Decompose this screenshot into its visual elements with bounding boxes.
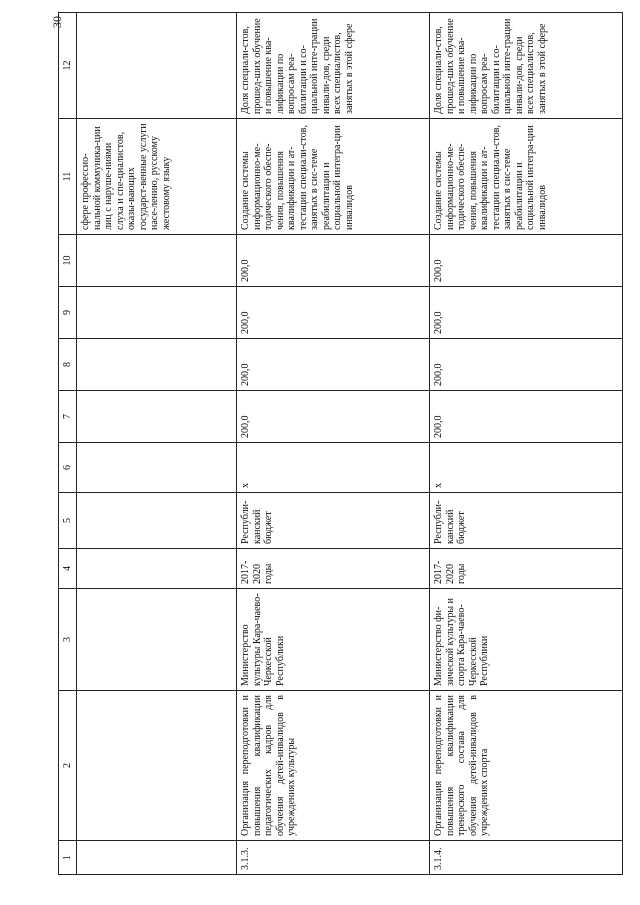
page-number: 30 bbox=[50, 16, 64, 28]
value-cell: x bbox=[430, 443, 623, 493]
period-cell bbox=[77, 549, 237, 589]
column-header: 8 bbox=[59, 339, 77, 391]
column-header: 2 bbox=[59, 691, 77, 841]
period-cell: 2017-2020 годы bbox=[237, 549, 430, 589]
row-number-cell bbox=[77, 841, 237, 875]
value-cell bbox=[77, 339, 237, 391]
column-header: 11 bbox=[59, 119, 77, 235]
value-cell: 200,0 bbox=[237, 287, 430, 339]
indicator-cell: Доля специали-стов, прошед-ших обучение и повышение ква-лификации по вопросам реа-билитации и со-циальной инте-грации инвали-дов, среди всех специалистов, занятых в этой сфере bbox=[237, 13, 430, 119]
value-cell: 200,0 bbox=[237, 391, 430, 443]
column-header: 7 bbox=[59, 391, 77, 443]
column-header: 3 bbox=[59, 589, 77, 691]
program-measures-table bbox=[58, 12, 623, 875]
value-cell bbox=[77, 443, 237, 493]
value-cell bbox=[77, 235, 237, 287]
period-cell: 2017-2020 годы bbox=[430, 549, 623, 589]
expected-result-cell: Создание системы информационно-ме-тодического обеспе-чения, повышения квалификации и ат-тестации специали-стов, занятых в сис-теме реабилитации и социальной интегра-ции инвалидов bbox=[430, 119, 623, 235]
value-cell: 200,0 bbox=[430, 235, 623, 287]
funding-source-cell: Республи-канский бюджет bbox=[237, 493, 430, 549]
value-cell: 200,0 bbox=[430, 287, 623, 339]
rotated-table-container bbox=[58, 13, 622, 875]
column-header: 4 bbox=[59, 549, 77, 589]
executor-cell: Министерство фи-зической культуры и спорта Кара-чаево-Черкесской Республики bbox=[430, 589, 623, 691]
column-header: 10 bbox=[59, 235, 77, 287]
funding-source-cell: Республи-канский бюджет bbox=[430, 493, 623, 549]
column-header: 5 bbox=[59, 493, 77, 549]
value-cell: 200,0 bbox=[430, 339, 623, 391]
value-cell: 200,0 bbox=[237, 235, 430, 287]
column-header: 12 bbox=[59, 13, 77, 119]
indicator-cell bbox=[77, 13, 237, 119]
row-number-cell: 3.1.3. bbox=[237, 841, 430, 875]
indicator-cell: Доля специали-стов, прошед-ших обучение и повышение ква-лификации по вопросам реа-билитации и со-циальной инте-грации инвали-дов, среди всех специалистов, занятых в этой сфере bbox=[430, 13, 623, 119]
table-row bbox=[430, 13, 623, 875]
value-cell bbox=[77, 391, 237, 443]
measure-name-cell: Организация переподготовки и повышения квалификации педагогических кадров для обучения детей-инвалидов в учреждениях культуры bbox=[237, 691, 430, 841]
funding-source-cell bbox=[77, 493, 237, 549]
value-cell: 200,0 bbox=[237, 339, 430, 391]
column-header: 6 bbox=[59, 443, 77, 493]
row-number-cell: 3.1.4. bbox=[430, 841, 623, 875]
value-cell bbox=[77, 287, 237, 339]
table-row bbox=[77, 13, 237, 875]
column-header: 9 bbox=[59, 287, 77, 339]
measure-name-cell: Организация переподготовки и повышения квалификации тренерского состава для обучения детей-инвалидов в учреждениях спорта bbox=[430, 691, 623, 841]
expected-result-cell: сфере профессио-нальной коммуника-ции лиц с наруше-ниями слуха и спе-циалистов, оказы-вающих государст-венные услуги насе-лению, русскому жестовому языку bbox=[77, 119, 237, 235]
executor-cell bbox=[77, 589, 237, 691]
column-number-row bbox=[59, 13, 77, 875]
measure-name-cell bbox=[77, 691, 237, 841]
value-cell: x bbox=[237, 443, 430, 493]
column-header: 1 bbox=[59, 841, 77, 875]
expected-result-cell: Создание системы информационно-ме-тодического обеспе-чения, повышения квалификации и ат-тестации специали-стов, занятых в сис-теме реабилитации и социальной интегра-ции инвалидов bbox=[237, 119, 430, 235]
executor-cell: Министерство культуры Кара-чаево-Черкесской Республики bbox=[237, 589, 430, 691]
value-cell: 200,0 bbox=[430, 391, 623, 443]
table-row bbox=[237, 13, 430, 875]
